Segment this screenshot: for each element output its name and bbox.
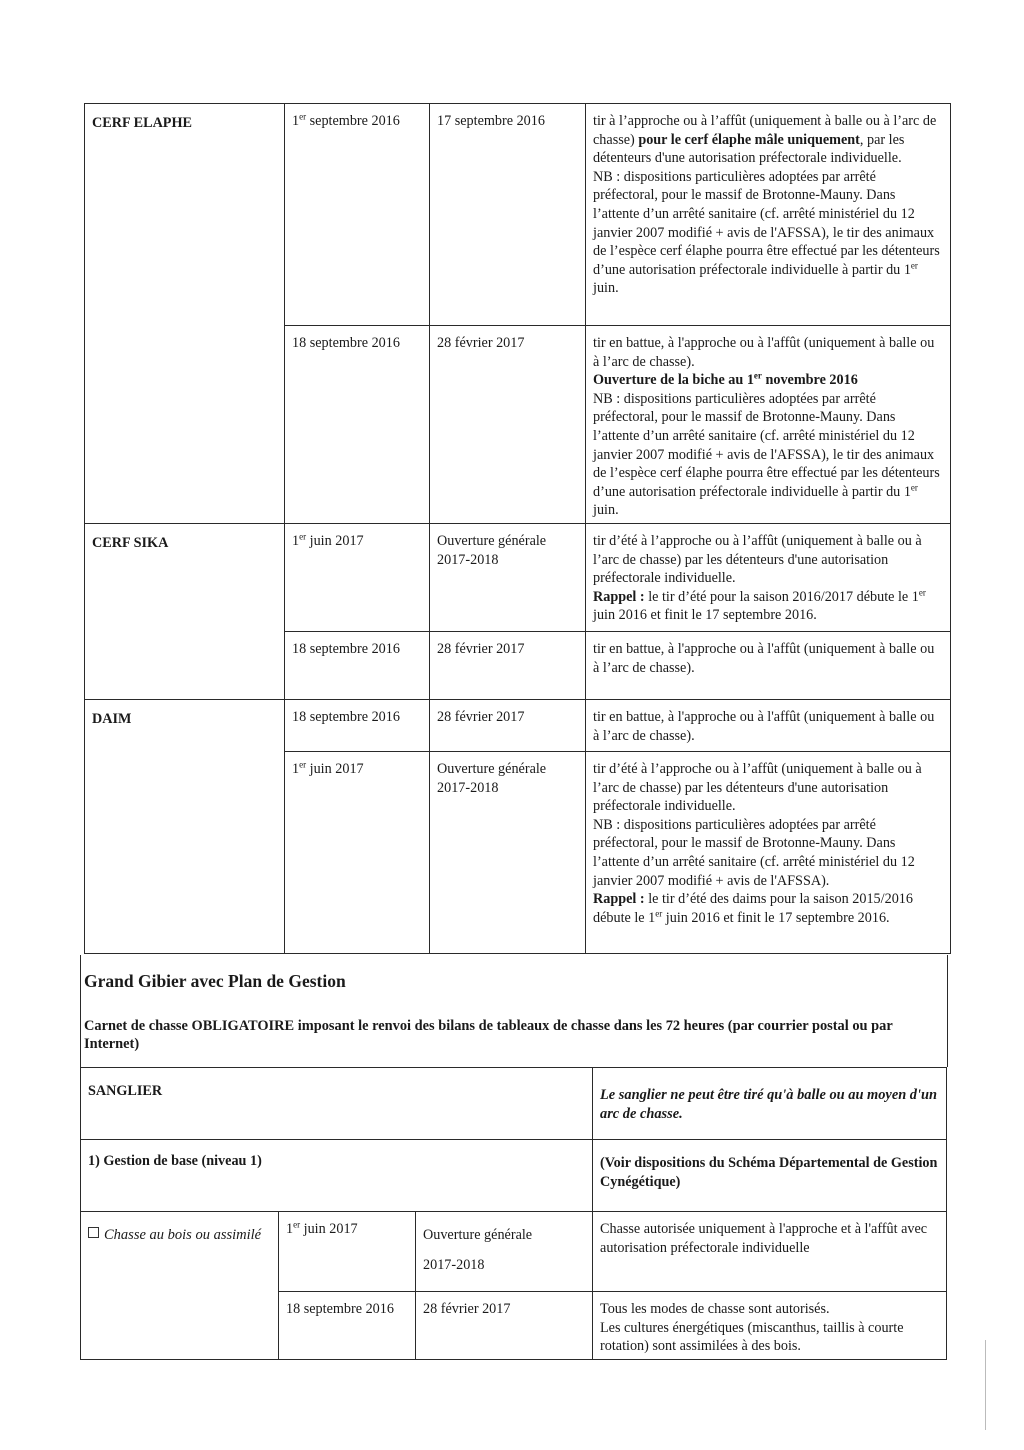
closing-date: Ouverture générale 2017-2018 [416, 1212, 593, 1292]
gestion-title: 1) Gestion de base (niveau 1) [81, 1140, 593, 1212]
opening-date: 18 septembre 2016 [285, 326, 430, 524]
closing-date: 17 septembre 2016 [430, 104, 586, 326]
species-cerf-sika: CERF SIKA [85, 524, 285, 700]
table-row [81, 1212, 947, 1292]
hunting-conditions: tir en battue, à l'approche ou à l'affût (uniquement à balle ou à l’arc de chasse). Ouverture de la biche au 1er novembre 2016 NB : dispositions particulières adoptées par arrêté préfectoral, pour le massif de Brotonne-Mauny. Dans l’attente d’un arrêté sanitaire (cf. arrêté ministériel du 12 janvier 2007 modifié + avis de l'AFSSA), le tir des animaux de l’espèce cerf élaphe pourra être effectué par les détenteurs d’une autorisation préfectorale individuelle à partir du 1er juin. [586, 326, 951, 524]
species-cerf-elaphe: CERF ELAPHE [85, 104, 285, 524]
hunting-conditions: Chasse autorisée uniquement à l'approche et à l'affût avec autorisation préfectorale individuelle [593, 1212, 947, 1292]
hunting-conditions: tir à l’approche ou à l’affût (uniquement à balle ou à l’arc de chasse) pour le cerf élaphe mâle uniquement, par les détenteurs d'une autorisation préfectorale individuelle. NB : dispositions particulières adoptées par arrêté préfectoral, pour le massif de Brotonne-Mauny. Dans l’attente d’un arrêté sanitaire (cf. arrêté ministériel du 12 janvier 2007 modifié + avis de l'AFSSA), le tir des animaux de l’espèce cerf élaphe pourra être effectué par les détenteurs d’une autorisation préfectorale individuelle à partir du 1er juin. [586, 104, 951, 326]
closing-date: 28 février 2017 [430, 326, 586, 524]
section-note: Carnet de chasse OBLIGATOIRE imposant le renvoi des bilans de tableaux de chasse dans les 72 heures (par courrier postal ou par Internet) [84, 1018, 893, 1052]
closing-date: Ouverture générale 2017-2018 [430, 524, 586, 632]
checkbox-icon [88, 1227, 99, 1238]
table-row [85, 700, 951, 752]
opening-date: 1er juin 2017 [279, 1212, 416, 1292]
opening-date: 18 septembre 2016 [285, 632, 430, 700]
section-title: Grand Gibier avec Plan de Gestion [84, 971, 346, 991]
game-season-table [84, 103, 951, 954]
table-row [85, 524, 951, 632]
opening-date: 18 septembre 2016 [279, 1292, 416, 1360]
hunting-conditions: tir en battue, à l'approche ou à l'affût (uniquement à balle ou à l’arc de chasse). [586, 700, 951, 752]
gestion-note: (Voir dispositions du Schéma Départemental de Gestion Cynégétique) [593, 1140, 947, 1212]
sanglier-table [80, 1067, 947, 1360]
closing-date: 28 février 2017 [430, 632, 586, 700]
species-daim: DAIM [85, 700, 285, 954]
table-row [81, 1068, 947, 1140]
grand-gibier-section [80, 955, 948, 1067]
opening-date: 1er septembre 2016 [285, 104, 430, 326]
opening-date: 1er juin 2017 [285, 752, 430, 954]
hunting-conditions: tir d’été à l’approche ou à l’affût (uniquement à balle ou à l’arc de chasse) par les détenteurs d'une autorisation préfectorale individuelle. Rappel : le tir d’été pour la saison 2016/2017 débute le 1er juin 2016 et finit le 17 septembre 2016. [586, 524, 951, 632]
sanglier-note: Le sanglier ne peut être tiré qu'à balle ou au moyen d'un arc de chasse. [593, 1068, 947, 1140]
closing-date: 28 février 2017 [430, 700, 586, 752]
closing-date: 28 février 2017 [416, 1292, 593, 1360]
hunting-category: Chasse au bois ou assimilé [81, 1212, 279, 1360]
opening-date: 1er juin 2017 [285, 524, 430, 632]
hunting-conditions: tir en battue, à l'approche ou à l'affût (uniquement à balle ou à l’arc de chasse). [586, 632, 951, 700]
closing-date: Ouverture générale 2017-2018 [430, 752, 586, 954]
opening-date: 18 septembre 2016 [285, 700, 430, 752]
table-row [85, 104, 951, 326]
species-sanglier: SANGLIER [81, 1068, 593, 1140]
hunting-conditions: Tous les modes de chasse sont autorisés. Les cultures énergétiques (miscanthus, taillis à courte rotation) sont assimilées à des bois. [593, 1292, 947, 1360]
scan-margin-line [985, 1340, 986, 1430]
table-row [81, 1140, 947, 1212]
hunting-conditions: tir d’été à l’approche ou à l’affût (uniquement à balle ou à l’arc de chasse) par les détenteurs d'une autorisation préfectorale individuelle. NB : dispositions particulières adoptées par arrêté préfectoral, pour le massif de Brotonne-Mauny. Dans l’attente d’un arrêté sanitaire (cf. arrêté ministériel du 12 janvier 2007 modifié + avis de l'AFSSA). Rappel : le tir d’été des daims pour la saison 2015/2016 débute le 1er juin 2016 et finit le 17 septembre 2016. [586, 752, 951, 954]
